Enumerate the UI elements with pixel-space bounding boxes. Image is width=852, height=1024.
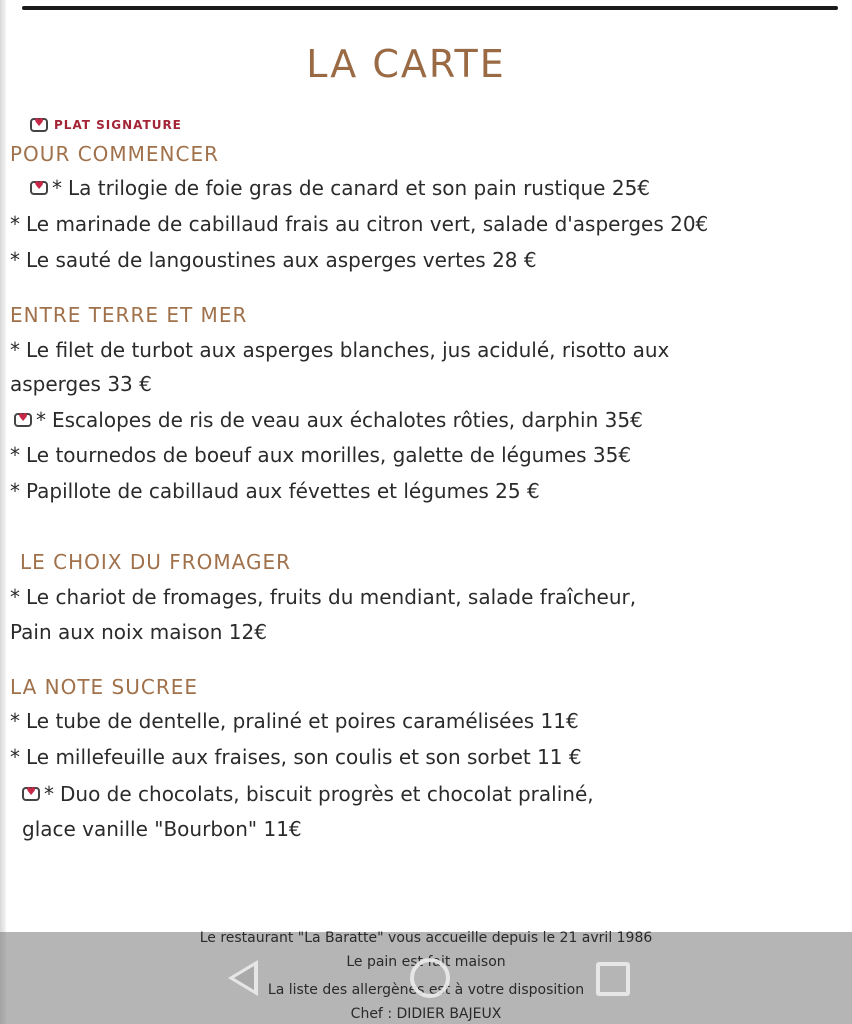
menu-item-text: Le tournedos de boeuf aux morilles, galette de légumes 35€ bbox=[26, 443, 632, 467]
footer-history-text: Le restaurant "La Baratte" vous accueille depuis le 21 avril 1986 bbox=[199, 930, 653, 946]
menu-item bbox=[22, 782, 594, 806]
star-bullet: * bbox=[44, 782, 54, 806]
menu-item bbox=[10, 212, 708, 236]
footer-bread-text: Le pain est fait maison bbox=[346, 954, 506, 970]
menu-item bbox=[10, 338, 669, 362]
menu-item bbox=[10, 443, 631, 467]
section-title-mains: ENTRE TERRE ET MER bbox=[10, 303, 248, 327]
star-bullet: * bbox=[10, 745, 20, 769]
star-bullet: * bbox=[10, 585, 20, 609]
menu-item bbox=[10, 745, 582, 769]
menu-item-continuation bbox=[22, 817, 302, 841]
back-triangle-icon[interactable] bbox=[228, 960, 258, 996]
menu-item bbox=[14, 408, 643, 432]
footer-allergens-text: La liste des allergènes est à votre disposition bbox=[267, 982, 585, 998]
menu-item-text: asperges 33 € bbox=[10, 372, 152, 396]
menu-item-text: Le millefeuille aux fraises, son coulis et son sorbet 11 € bbox=[26, 745, 582, 769]
star-bullet: * bbox=[10, 709, 20, 733]
star-bullet: * bbox=[10, 338, 20, 362]
menu-title: LA CARTE bbox=[306, 42, 506, 86]
star-bullet: * bbox=[10, 443, 20, 467]
signature-legend bbox=[30, 118, 182, 132]
menu-item bbox=[10, 248, 537, 272]
heart-speech-bubble-icon bbox=[22, 787, 40, 801]
signature-legend-label: PLAT SIGNATURE bbox=[54, 118, 182, 132]
star-bullet: * bbox=[52, 176, 62, 200]
menu-item-text: Pain aux noix maison 12€ bbox=[10, 620, 267, 644]
home-circle-icon[interactable] bbox=[410, 958, 450, 998]
menu-item-text: glace vanille "Bourbon" 11€ bbox=[22, 817, 302, 841]
page-edge-shadow bbox=[0, 0, 6, 1024]
menu-item-text: Papillote de cabillaud aux févettes et légumes 25 € bbox=[26, 479, 540, 503]
star-bullet: * bbox=[36, 408, 46, 432]
menu-item-text: Le sauté de langoustines aux asperges vertes 28 € bbox=[26, 248, 537, 272]
star-bullet: * bbox=[10, 212, 20, 236]
heart-speech-bubble-icon bbox=[30, 118, 48, 132]
star-bullet: * bbox=[10, 248, 20, 272]
menu-item-text: Escalopes de ris de veau aux échalotes rôties, darphin 35€ bbox=[52, 408, 643, 432]
menu-item-text: Le filet de turbot aux asperges blanches, jus acidulé, risotto aux bbox=[26, 338, 670, 362]
top-divider bbox=[22, 6, 838, 10]
section-title-desserts: LA NOTE SUCREE bbox=[10, 675, 199, 699]
star-bullet: * bbox=[10, 479, 20, 503]
footer-chef-text: Chef : DIDIER BAJEUX bbox=[350, 1006, 502, 1022]
menu-item-continuation bbox=[10, 620, 267, 644]
heart-speech-bubble-icon bbox=[30, 181, 48, 195]
menu-item bbox=[30, 176, 650, 200]
recent-apps-square-icon[interactable] bbox=[596, 962, 630, 996]
menu-item-continuation bbox=[10, 372, 152, 396]
menu-item-text: Le tube de dentelle, praliné et poires caramélisées 11€ bbox=[26, 709, 579, 733]
menu-item-text: La trilogie de foie gras de canard et son pain rustique 25€ bbox=[68, 176, 651, 200]
menu-item-text: Le chariot de fromages, fruits du mendiant, salade fraîcheur, bbox=[26, 585, 637, 609]
menu-item-text: Duo de chocolats, biscuit progrès et chocolat praliné, bbox=[60, 782, 594, 806]
menu-item bbox=[10, 479, 540, 503]
heart-speech-bubble-icon bbox=[14, 413, 32, 427]
section-title-cheese: LE CHOIX DU FROMAGER bbox=[20, 550, 291, 574]
section-title-starters: POUR COMMENCER bbox=[10, 142, 220, 166]
menu-item bbox=[10, 709, 579, 733]
menu-item-text: Le marinade de cabillaud frais au citron vert, salade d'asperges 20€ bbox=[26, 212, 709, 236]
menu-item bbox=[10, 585, 636, 609]
